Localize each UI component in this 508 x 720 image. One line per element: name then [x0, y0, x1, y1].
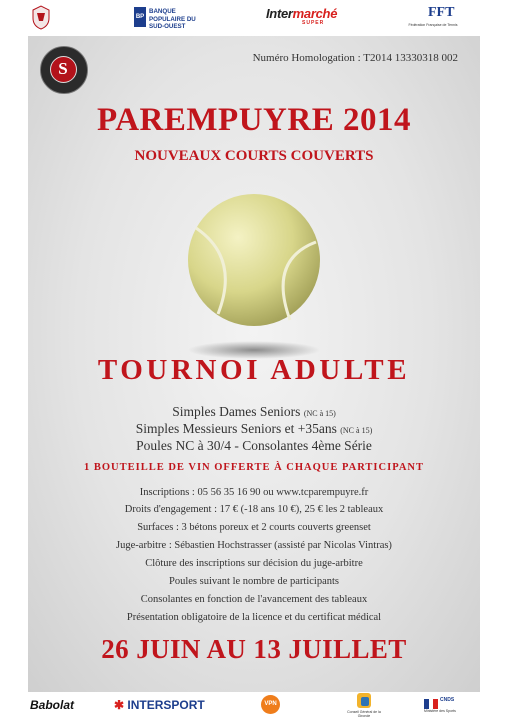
intermarche-sub: SUPER — [302, 20, 325, 26]
banque-populaire-logo — [134, 7, 210, 30]
babolat-logo: Babolat — [30, 698, 75, 712]
category-main: Simples Dames Seniors — [172, 404, 304, 419]
homologation-number: Numéro Homologation : T2014 13330318 002 — [252, 52, 458, 64]
info-pools: Poules suivant le nombre de participants — [168, 576, 339, 587]
intersport-logo — [114, 698, 205, 712]
club-crest-logo — [30, 4, 52, 30]
poster-title: PAREMPUYRE 2014 — [97, 102, 411, 138]
top-sponsor-bar — [0, 0, 508, 36]
info-referee: Juge-arbitre : Sébastien Hochstrasser (assisté par Nicolas Vintras) — [116, 540, 392, 551]
info-license: Présentation obligatoire de la licence et du certificat médical — [126, 612, 382, 623]
poster-body — [28, 36, 480, 692]
tournament-dates: 26 JUIN AU 13 JUILLET — [101, 634, 407, 664]
category-main: Poules NC à 30/4 - Consolantes 4ème Série — [136, 438, 372, 453]
info-closing: Clôture des inscriptions sur décision du juge-arbitre — [145, 558, 363, 569]
fft-name: Fédération Française de Tennis — [408, 23, 458, 27]
info-fees: Droits d'engagement : 17 € (-18 ans 10 €), 25 € les 2 tableaux — [124, 504, 384, 515]
category-women-singles — [28, 404, 480, 420]
intersport-star-icon: ✱ — [114, 698, 125, 712]
intermarche-logo-part-1: Inter — [266, 6, 293, 21]
cnds-name: CNDS — [440, 697, 455, 703]
gironde-name: Conseil Général de la Gironde — [347, 710, 381, 718]
category-note: (NC à 15) — [303, 409, 336, 418]
tennis-ball-icon — [148, 192, 360, 362]
gironde-logo — [346, 693, 382, 719]
banque-populaire-mark: BP — [134, 7, 146, 27]
category-pools — [28, 438, 480, 454]
gironde-inner-shape-icon — [361, 697, 369, 706]
vpn-logo: VPN — [261, 695, 280, 714]
fft-mark: FFT — [428, 5, 455, 20]
tournament-heading: TOURNOI ADULTE — [97, 354, 411, 386]
poster-subtitle: NOUVEAUX COURTS COUVERTS — [134, 148, 374, 164]
category-note: (NC à 15) — [340, 426, 373, 435]
info-consolation: Consolantes en fonction de l'avancement des tableaux — [140, 594, 368, 605]
french-flag-icon — [424, 696, 438, 706]
tennis-ball-illustration — [148, 192, 360, 362]
fft-logo — [408, 5, 458, 31]
intersport-name: INTERSPORT — [127, 698, 205, 712]
cnds-sub: Ministère des Sports — [424, 709, 456, 713]
info-surfaces: Surfaces : 3 bétons poreux et 2 courts couverts greenset — [137, 522, 371, 533]
category-men-singles — [28, 421, 480, 437]
bottom-sponsor-bar — [0, 692, 508, 720]
club-logo-letter: S — [58, 59, 68, 78]
wine-offer: 1 BOUTEILLE DE VIN OFFERTE À CHAQUE PARTICIPANT — [83, 462, 424, 473]
info-registration: Inscriptions : 05 56 35 16 90 ou www.tcparempuyre.fr — [139, 487, 369, 498]
intermarche-logo — [266, 6, 338, 26]
banque-populaire-name: BANQUE POPULAIRE DU SUD-OUEST — [149, 8, 196, 30]
category-main: Simples Messieurs Seniors et +35ans — [135, 421, 341, 436]
cnds-logo — [424, 694, 470, 718]
intermarche-logo-part-2: marché — [292, 6, 338, 21]
